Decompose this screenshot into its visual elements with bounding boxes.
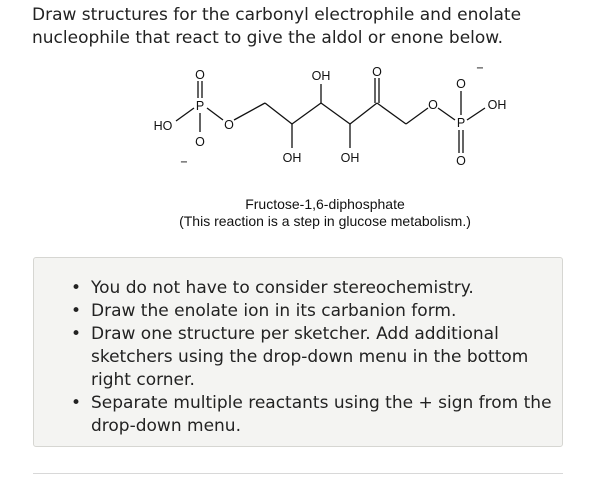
atom-right-oh: OH	[487, 98, 507, 112]
instruction-item	[71, 392, 562, 438]
molecule-bonds	[176, 78, 485, 153]
atom-oh-top: OH	[311, 69, 331, 83]
atom-right-o-top: O	[456, 77, 466, 91]
atom-right-o-bridge: O	[428, 98, 438, 112]
instruction-text: Draw the enolate ion in its carbanion form.	[91, 301, 457, 321]
atom-right-o-bottom: O	[456, 154, 466, 168]
atom-oh-bottom-2: OH	[340, 151, 360, 165]
molecule-note: (This reaction is a step in glucose metabolism.)	[179, 213, 471, 229]
atom-oh-bottom-1: OH	[282, 151, 302, 165]
charge-right-minus: −	[476, 61, 484, 75]
instruction-text: Draw one structure per sketcher. Add additional sketchers using the drop-down menu in the bottom right corner.	[91, 324, 529, 390]
bond-left-p-oh	[176, 108, 194, 121]
atom-left-o-top: O	[195, 68, 205, 82]
instruction-item	[71, 300, 562, 323]
bond-right-o-p	[438, 108, 455, 120]
bond-chain-4	[321, 103, 350, 124]
molecule-atom-labels	[154, 61, 507, 169]
instructions-box	[33, 257, 563, 447]
molecule-name: Fructose-1,6-diphosphate	[245, 196, 405, 212]
fructose-diphosphate-structure	[140, 60, 540, 185]
bond-chain-2	[265, 103, 292, 124]
bond-left-p-o-bridge	[207, 108, 223, 120]
bullet-icon: •	[71, 278, 82, 298]
atom-left-ho: HO	[153, 119, 173, 133]
bond-chain-7	[406, 108, 428, 124]
bond-right-p-oh	[467, 108, 485, 120]
charge-left-minus: −	[180, 155, 188, 169]
instruction-item	[71, 277, 562, 300]
atom-left-p: P	[195, 99, 205, 113]
atom-left-o-bridge: O	[224, 118, 234, 132]
atom-right-p: P	[456, 116, 466, 130]
atom-ketone-o: O	[372, 65, 382, 79]
bond-chain-6	[377, 103, 406, 124]
section-divider	[33, 473, 563, 474]
bullet-icon: •	[71, 393, 82, 413]
bullet-icon: •	[71, 301, 82, 321]
instruction-item	[71, 323, 562, 392]
bond-chain-1	[234, 103, 265, 120]
question-text: Draw structures for the carbonyl electrophile and enolate nucleophile that react to give the aldol or enone below.	[32, 5, 522, 48]
instruction-text: Separate multiple reactants using the + sign from the drop-down menu.	[91, 393, 552, 436]
bullet-icon: •	[71, 324, 82, 344]
instruction-text: You do not have to consider stereochemistry.	[91, 278, 474, 298]
instructions-list	[34, 258, 562, 438]
bond-chain-3	[292, 103, 321, 124]
atom-left-o-bottom: O	[195, 135, 205, 149]
bond-chain-5	[350, 103, 377, 124]
